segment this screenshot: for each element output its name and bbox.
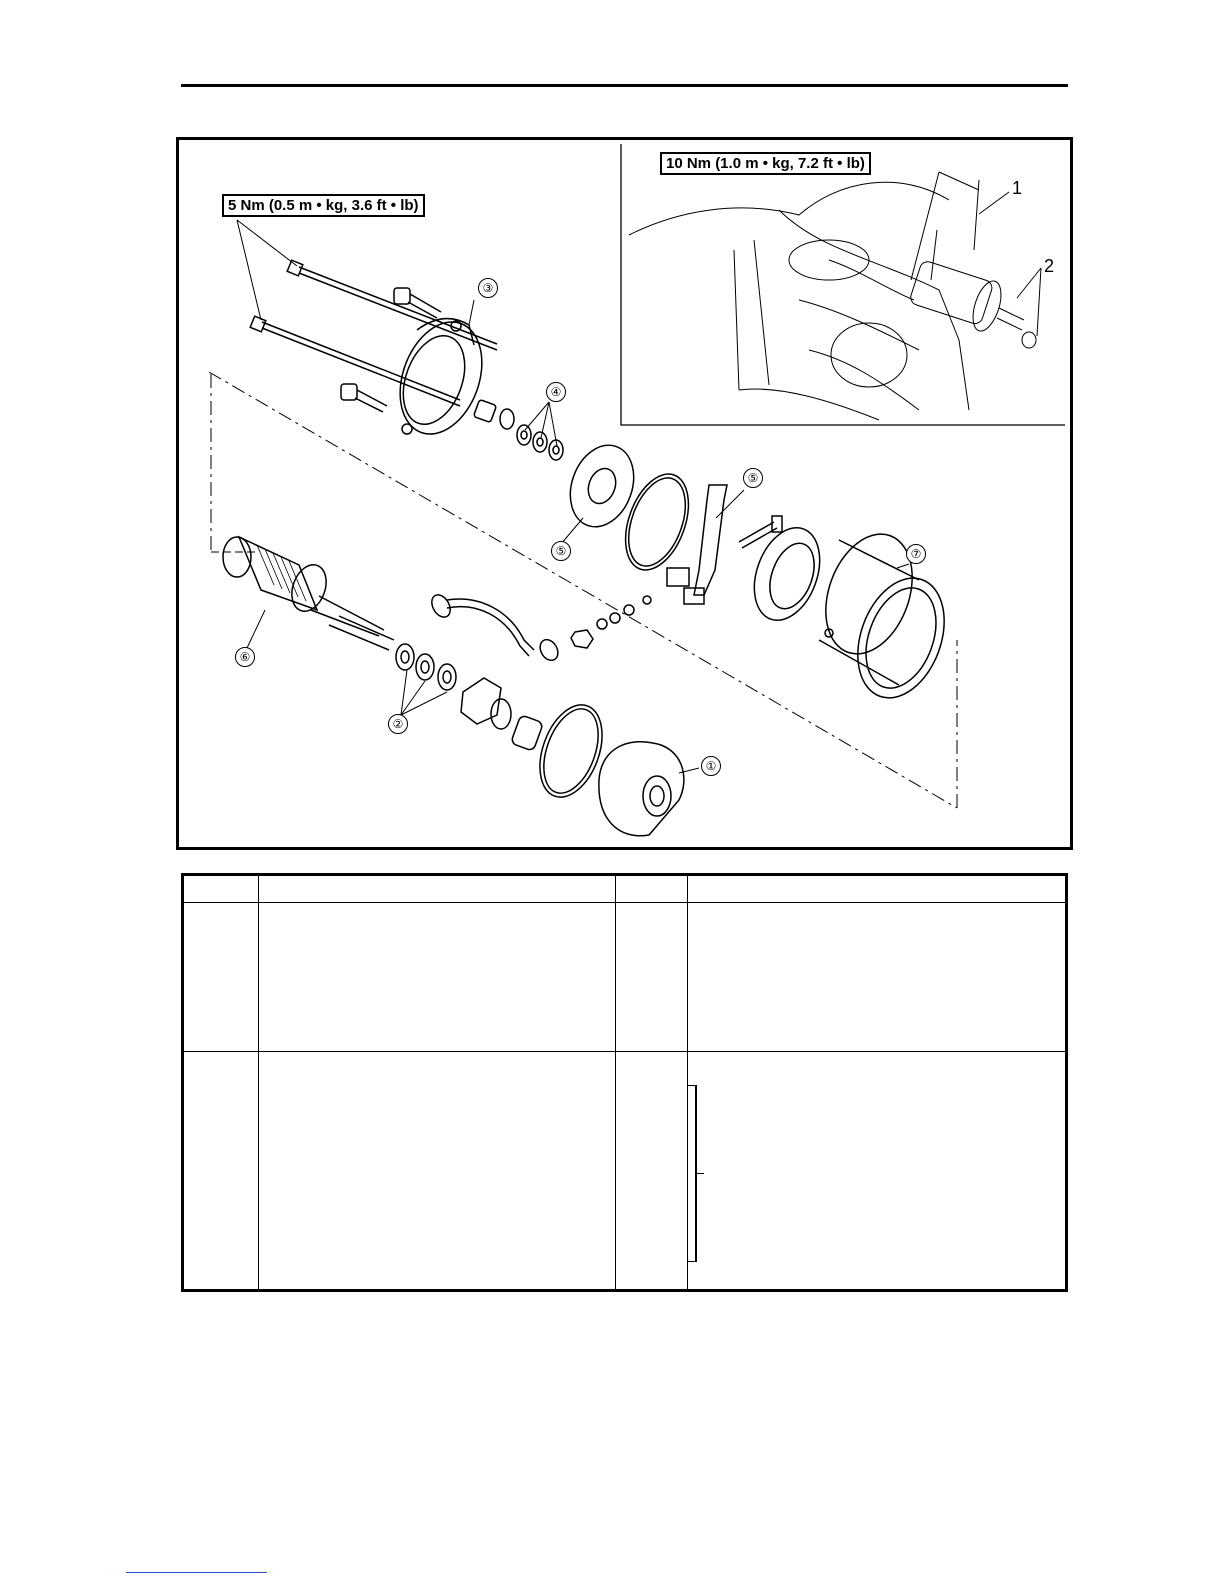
o-ring [614, 465, 701, 578]
table-row-divider [184, 1051, 1065, 1052]
callout-6: ⑥ [235, 647, 255, 667]
group-bracket-tick [696, 1173, 704, 1174]
brush-ring [742, 519, 831, 630]
front-bracket [385, 311, 496, 446]
table-column-divider [258, 876, 259, 1289]
torque-spec-inset: 10 Nm (1.0 m • kg, 7.2 ft • lb) [660, 152, 871, 175]
callout-1: ① [701, 756, 721, 776]
washers-group-4 [473, 399, 563, 460]
assembly-axis [209, 372, 957, 808]
inset-engine-sketch [629, 180, 1036, 420]
footer-link-underline[interactable] [126, 1572, 267, 1573]
callout-2: ② [388, 714, 408, 734]
yoke [810, 522, 960, 710]
lead-wire [428, 592, 651, 664]
torque-spec-main: 5 Nm (0.5 m • kg, 3.6 ft • lb) [222, 194, 425, 217]
armature [223, 537, 394, 650]
starter-motor-diagram [179, 140, 1070, 847]
long-bolts [250, 260, 497, 406]
callout-4: ④ [546, 382, 566, 402]
callout-5b: ⑤ [743, 468, 763, 488]
callout-5a: ⑤ [551, 541, 571, 561]
rear-cover-parts [461, 678, 684, 836]
table-header-divider [184, 902, 1065, 903]
exploded-view-figure [176, 137, 1073, 850]
inset-number-1: 1 [1012, 178, 1023, 198]
inset-number-2: 2 [1044, 256, 1055, 276]
table-column-divider [615, 876, 616, 1289]
callout-3: ③ [478, 278, 498, 298]
callout-7: ⑦ [906, 544, 926, 564]
brush-holder [667, 485, 782, 604]
parts-table [181, 873, 1068, 1292]
header-rule [181, 84, 1068, 87]
